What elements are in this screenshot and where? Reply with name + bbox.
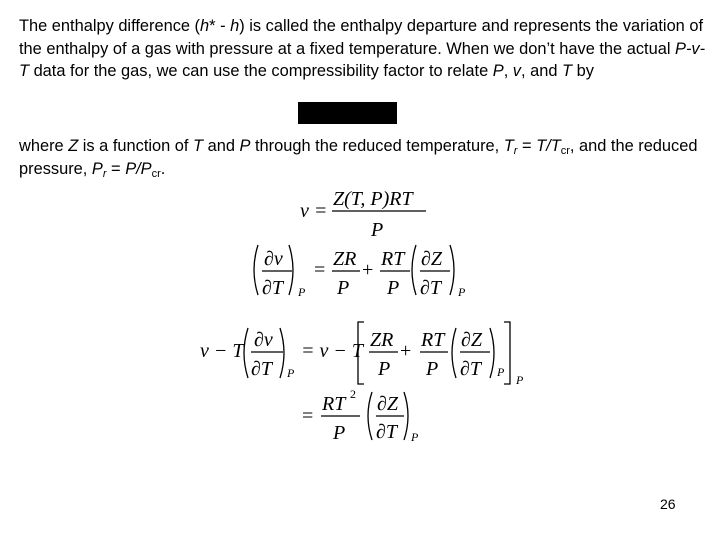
svg-text:P: P [371,219,384,241]
equation-2 [254,245,466,299]
svg-text:+: + [400,340,412,362]
svg-text:RT: RT [421,329,445,351]
svg-text:∂T: ∂T [460,358,482,380]
equation-4 [302,387,419,444]
equation-3 [200,322,524,387]
reduced-properties-paragraph: where Z is a function of T and P through the reduced temperature, $T_r = T/T_{cr}$, and the reduced pressure, $P_r = P/P_{cr}$. [19,137,698,180]
svg-text:ZR: ZR [370,329,394,351]
intro-paragraph: The enthalpy difference (h* - h) is called the enthalpy departure and represents the variation of the enthalpy of a gas with pressure at a fixed temperature. When we don’t have the actual P-v-T data for the gas, we can use the compressibility factor to relate P, v, and T by [19,17,706,80]
svg-text:P: P [387,277,400,299]
page-number: 26 [660,496,676,512]
svg-text:∂T: ∂T [376,421,398,443]
svg-text:∂T: ∂T [262,277,284,299]
svg-text:∂v: ∂v [264,248,283,270]
svg-text:Z(T, P)RT: Z(T, P)RT [333,188,413,210]
svg-text:=: = [302,405,314,427]
svg-text:∂Z: ∂Z [461,329,483,351]
svg-text:∂v: ∂v [254,329,273,351]
svg-text:+: + [362,259,374,281]
svg-text:P: P [497,365,505,379]
svg-text:P: P [378,358,391,380]
svg-text:∂T: ∂T [420,277,442,299]
svg-text:P: P [287,366,295,380]
svg-text:∂T: ∂T [251,358,273,380]
svg-text:P: P [411,430,419,444]
svg-text:P: P [333,422,346,444]
svg-text:RT: RT [381,248,405,270]
svg-text:∂Z: ∂Z [421,248,443,270]
svg-text:P: P [426,358,439,380]
svg-text:P: P [337,277,350,299]
svg-text:= v − T: = v − T [301,340,363,362]
equation-1 [300,188,426,241]
svg-text:RT: RT [322,393,346,415]
svg-text:v − T: v − T [200,340,244,362]
svg-text:P: P [516,373,524,387]
svg-text:P: P [298,285,306,299]
svg-text:P: P [458,285,466,299]
svg-text:ZR: ZR [333,248,357,270]
svg-text:2: 2 [350,387,356,401]
svg-text:=: = [314,259,326,281]
svg-text:v =: v = [300,200,328,222]
svg-text:∂Z: ∂Z [377,393,399,415]
